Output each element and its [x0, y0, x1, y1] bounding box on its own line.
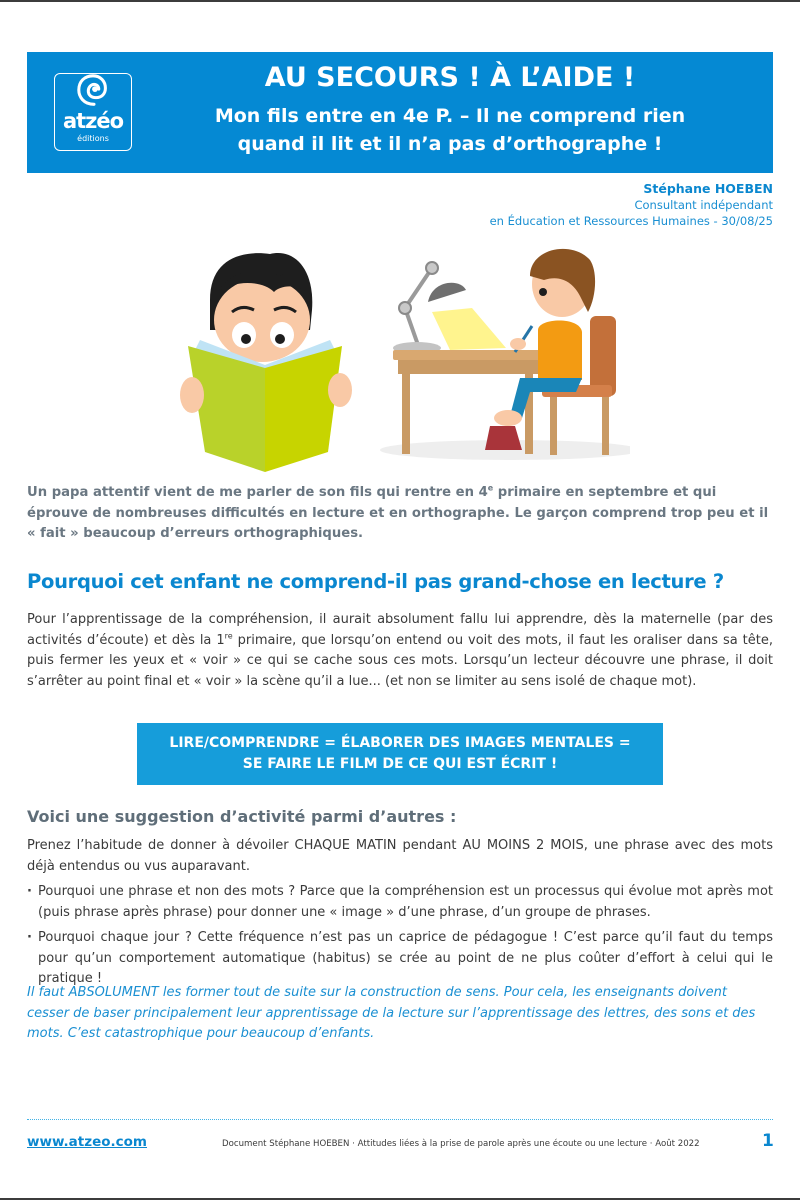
author-block	[490, 180, 773, 229]
children-illustration	[170, 240, 630, 475]
key-message-callout	[137, 723, 663, 785]
reading-child-figure	[180, 253, 352, 472]
intro-text-1: Un papa attentif vient de me parler de son fils qui rentre en 4	[27, 485, 488, 500]
footer-divider	[27, 1119, 773, 1120]
atzeo-logo	[54, 73, 132, 151]
page-number: 1	[762, 1131, 774, 1151]
paragraph-text-2: primaire, que lorsqu’on entend ou voit des mots, il faut les oraliser dans sa tête, puis fermer les yeux et « voir » ce qui se cache sous ces mots. Lorsqu’un lecteur découvre une phrase, il doit s’arrêter au point final et « voir » la scène qu’il a lue... (et non se limiter au sens isolé de chaque mot).	[27, 632, 773, 689]
subtitle-line-1: Mon fils entre en 4e P. – Il ne comprend rien	[214, 105, 686, 127]
spiral-icon	[75, 72, 113, 110]
intro-superscript: e	[487, 483, 494, 493]
website-link[interactable]: www.atzeo.com	[27, 1134, 148, 1150]
page-subtitle	[150, 102, 750, 158]
page-title: AU SECOURS ! À L’AIDE !	[264, 62, 636, 93]
logo-wordmark: atzéo	[62, 109, 124, 133]
logo-subtitle: éditions	[77, 134, 109, 143]
callout-line-2: SE FAIRE LE FILM DE CE QUI EST ÉCRIT !	[242, 756, 558, 772]
list-item: · Pourquoi chaque jour ? Cette fréquence n’est pas un caprice de pédagogue ! C’est parce qu’il faut du temps pour qu’un comportement automatique (habitus) se crée au point de ne plus coûter d’effort à celui qui le pratique !	[27, 928, 773, 990]
intro-paragraph	[27, 483, 773, 545]
paragraph-text-1: Pour l’apprentissage de la compréhension, il aurait absolument fallu lui apprendre, dès la maternelle (par des activités d’écoute) et dès la 1	[27, 612, 773, 648]
paragraph-superscript: re	[224, 631, 233, 641]
intro-text-2: primaire en septembre et qui éprouve de nombreuses difficultés en lecture et en orthographe. Le garçon comprend trop peu et il « fait » beaucoup d’erreurs orthographiques.	[27, 485, 769, 541]
activity-heading: Voici une suggestion d’activité parmi d’autres :	[27, 807, 457, 826]
activity-lead: Prenez l’habitude de donner à dévoiler CHAQUE MATIN pendant AU MOINS 2 MOIS, une phrase avec des mots déjà entendus ou vus auparavant.	[27, 838, 773, 874]
emphasis-paragraph: Il faut ABSOLUMENT les former tout de suite sur la construction de sens. Pour cela, les enseignants doivent cesser de baser principalement leur apprentissage de la lecture sur l’apprentissage des lettres, des sons et des mots. C’est catastrophique pour beaucoup d’enfants.	[27, 985, 756, 1041]
footer-document-info: Document Stéphane HOEBEN · Attitudes liées à la prise de parole après une écoute ou une lecture · Août 2022	[222, 1139, 700, 1149]
list-item: · Pourquoi une phrase et non des mots ? Parce que la compréhension est un processus qui évolue mot après mot (puis phrase après phrase) pour donner une « image » d’une phrase, d’un groupe de phrases.	[27, 882, 773, 923]
callout-line-1: LIRE/COMPRENDRE = ÉLABORER DES IMAGES MENTALES =	[169, 735, 631, 751]
section-heading: Pourquoi cet enfant ne comprend-il pas grand-chose en lecture ?	[27, 570, 724, 593]
author-role: Consultant indépendant	[634, 198, 773, 212]
page-top-edge	[0, 0, 800, 2]
writing-child-figure	[380, 249, 630, 460]
subtitle-line-2: quand il lit et il n’a pas d’orthographe !	[237, 133, 663, 155]
author-field-date: en Éducation et Ressources Humaines - 30/08/25	[489, 214, 773, 228]
comprehension-paragraph	[27, 610, 773, 692]
author-name: Stéphane HOEBEN	[643, 181, 773, 196]
activity-section	[27, 836, 773, 990]
